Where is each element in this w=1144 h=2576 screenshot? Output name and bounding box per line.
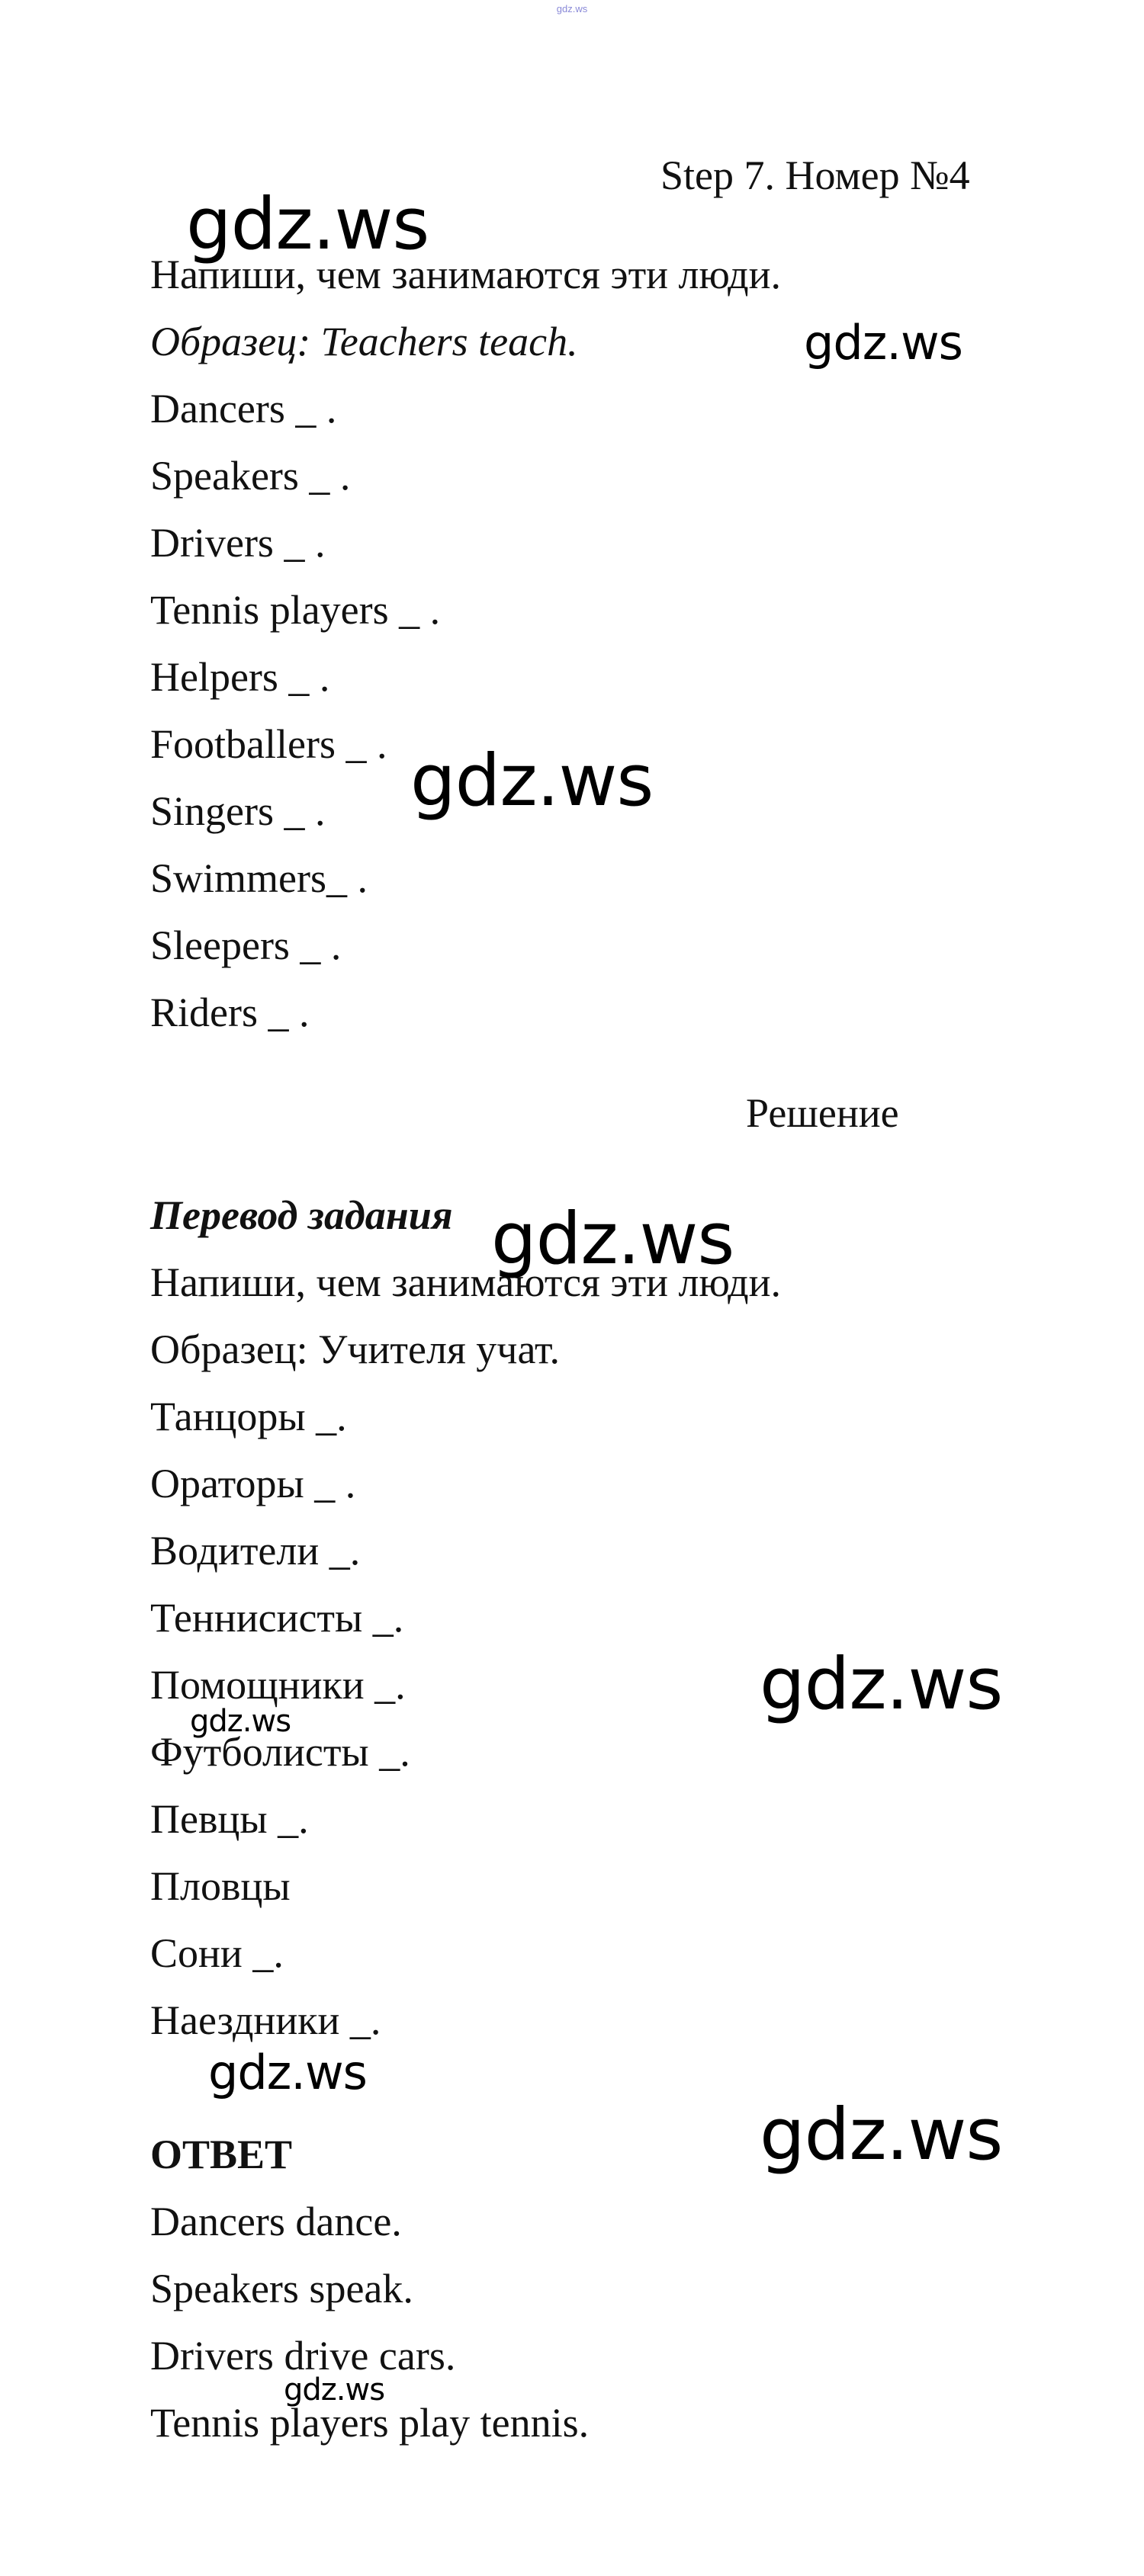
watermark: gdz.ws bbox=[284, 2372, 385, 2408]
task-item: Speakers _ . bbox=[150, 453, 351, 499]
translation-example: Образец: Учителя учат. bbox=[150, 1326, 561, 1372]
answer-item: Drivers drive cars. bbox=[150, 2333, 456, 2379]
watermark: gdz.ws bbox=[760, 1643, 1003, 1726]
watermark: gdz.ws bbox=[410, 739, 654, 823]
answer-item: Speakers speak. bbox=[150, 2266, 413, 2311]
watermark: gdz.ws bbox=[186, 183, 429, 266]
watermark: gdz.ws bbox=[491, 1198, 734, 1281]
task-item: Sleepers _ . bbox=[150, 922, 342, 968]
watermark: gdz.ws bbox=[208, 2045, 367, 2100]
translation-item: Футболисты _. bbox=[150, 1729, 410, 1775]
translation-heading: Перевод задания bbox=[150, 1192, 453, 1238]
task-item: Riders _ . bbox=[150, 990, 310, 1035]
answer-item: Tennis players play tennis. bbox=[150, 2400, 590, 2446]
task-item: Singers _ . bbox=[150, 788, 326, 834]
translation-instruction: Напиши, чем занимаются эти люди. bbox=[150, 1259, 781, 1305]
answer-item: Dancers dance. bbox=[150, 2199, 402, 2244]
translation-item: Водители _. bbox=[150, 1528, 361, 1574]
watermark: gdz.ws bbox=[190, 1704, 291, 1739]
task-item: Helpers _ . bbox=[150, 654, 330, 700]
translation-item: Помощники _. bbox=[150, 1662, 406, 1708]
step-title: Step 7. Номер №4 bbox=[660, 152, 970, 198]
task-item: Drivers _ . bbox=[150, 520, 326, 566]
task-item: Swimmers_ . bbox=[150, 855, 368, 901]
task-example: Образец: Teachers teach. bbox=[150, 319, 578, 364]
solution-title: Решение bbox=[746, 1090, 899, 1136]
answer-heading: ОТВЕТ bbox=[150, 2132, 293, 2177]
translation-item: Теннисисты _. bbox=[150, 1595, 404, 1641]
translation-item: Певцы _. bbox=[150, 1796, 309, 1842]
translation-item: Пловцы bbox=[150, 1863, 291, 1909]
top-watermark: gdz.ws bbox=[556, 3, 588, 14]
translation-item: Ораторы _ . bbox=[150, 1461, 356, 1506]
task-item: Tennis players _ . bbox=[150, 587, 441, 633]
translation-item: Наездники _. bbox=[150, 1997, 381, 2043]
task-item: Footballers _ . bbox=[150, 721, 387, 767]
task-instruction: Напиши, чем занимаются эти люди. bbox=[150, 252, 781, 297]
watermark: gdz.ws bbox=[804, 315, 962, 371]
translation-item: Сони _. bbox=[150, 1930, 284, 1976]
task-item: Dancers _ . bbox=[150, 386, 337, 431]
watermark: gdz.ws bbox=[760, 2093, 1003, 2177]
translation-item: Танцоры _. bbox=[150, 1394, 347, 1439]
